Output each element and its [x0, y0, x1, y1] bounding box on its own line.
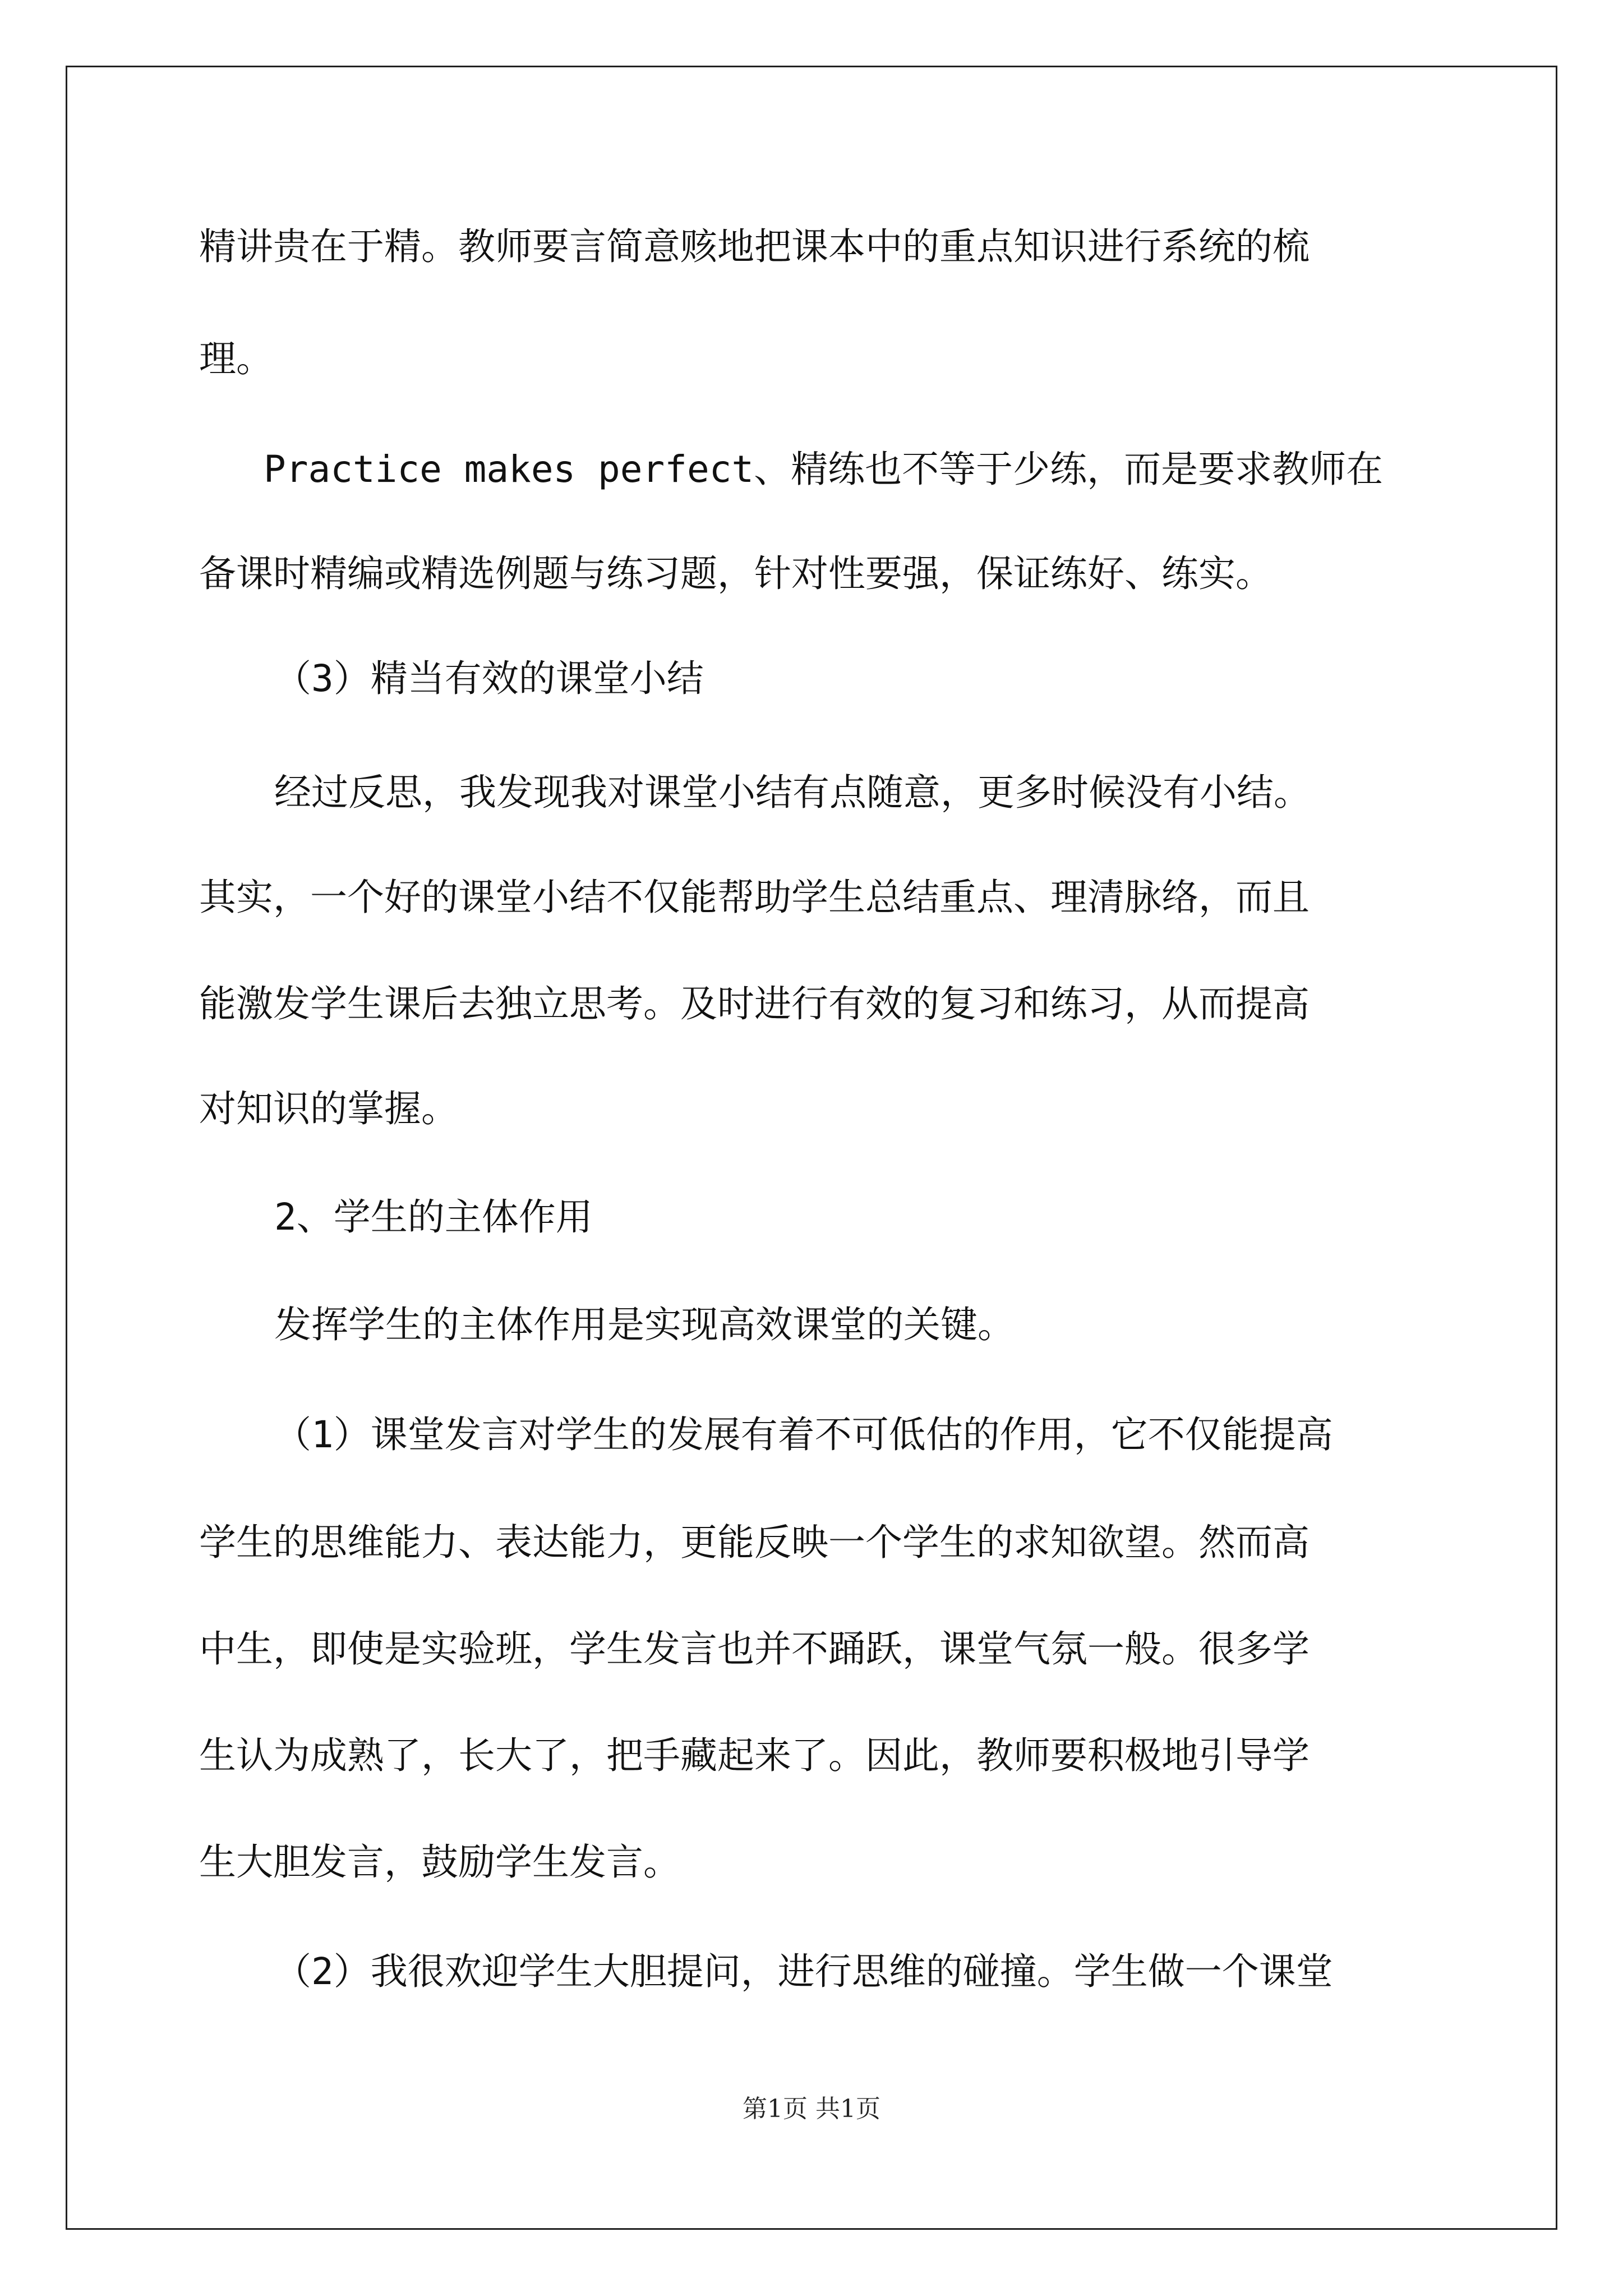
text-line: 备课时精编或精选例题与练习题，针对性要强，保证练好、练实。: [199, 552, 1272, 595]
text-line: 其实，一个好的课堂小结不仅能帮助学生总结重点、理清脉络，而且: [199, 876, 1310, 919]
text-line: 中生，即使是实验班，学生发言也并不踊跃，课堂气氛一般。很多学: [199, 1627, 1310, 1671]
text-line: （2）我很欢迎学生大胆提问，进行思维的碰撞。学生做一个课堂: [274, 1950, 1333, 1993]
text-line: 发挥学生的主体作用是实现高效课堂的关键。: [274, 1303, 1015, 1346]
section-heading: （3）精当有效的课堂小结: [274, 657, 704, 700]
text-line: 学生的思维能力、表达能力，更能反映一个学生的求知欲望。然而高: [199, 1521, 1310, 1564]
text-line: 能激发学生课后去独立思考。及时进行有效的复习和练习，从而提高: [199, 982, 1310, 1025]
text-line: 理。: [199, 337, 273, 380]
page-footer: 第1页 共1页: [743, 2095, 880, 2123]
text-line: Practice makes perfect、精练也不等于少练，而是要求教师在: [264, 448, 1384, 491]
text-line: 生认为成熟了，长大了，把手藏起来了。因此，教师要积极地引导学: [199, 1734, 1310, 1777]
text-line: 经过反思，我发现我对课堂小结有点随意，更多时候没有小结。: [274, 771, 1311, 814]
text-line: 精讲贵在于精。教师要言简意赅地把课本中的重点知识进行系统的梳: [199, 225, 1310, 268]
text-line: 对知识的掌握。: [199, 1087, 458, 1130]
text-line: （1）课堂发言对学生的发展有着不可低估的作用，它不仅能提高: [274, 1413, 1333, 1456]
text-line: 生大胆发言，鼓励学生发言。: [199, 1841, 680, 1884]
section-heading: 2、学生的主体作用: [274, 1195, 593, 1239]
page-border: [66, 66, 1557, 2230]
